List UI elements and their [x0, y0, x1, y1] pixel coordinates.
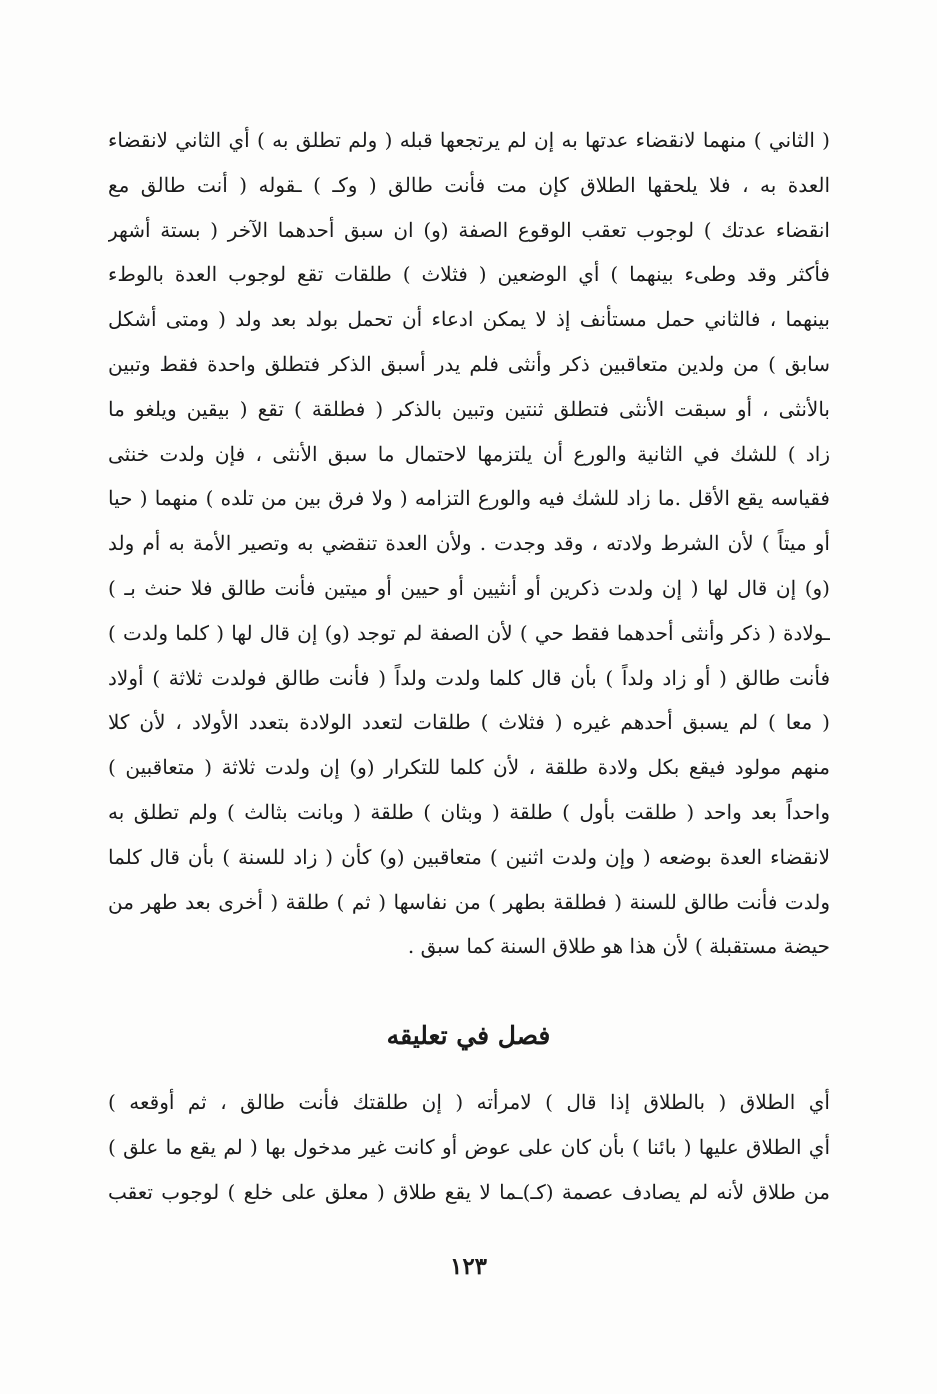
text-line: زاد ) للشك في الثانية والورع أن يلتزمها لاحتمال ما سبق الأنثى ، فإن ولدت خنثى: [108, 441, 830, 466]
text-line: من طلاق لأنه لم يصادف عصمة (كـ)ـما لا يقع طلاق ( معلق على خلع ) لوجوب تعقب: [108, 1179, 830, 1204]
text-line: بالأنثى ، أو سبقت الأنثى فتطلق ثنتين وتبين بالذكر ( فطلقة ) تقع ( بيقين ويلغو ما: [108, 396, 830, 421]
text-line: فقياسه يقع الأقل .ما زاد للشك فيه والورع التزامه ( ولا فرق بين من تلده ) منهما ( حيا: [108, 486, 830, 511]
text-line: انقضاء عدتك ) لوجوب تعقب الوقوع الصفة (و) ان سبق أحدهما الآخر ( بستة أشهر: [108, 217, 830, 242]
text-line: أي الطلاق عليها ( بائنا ) بأن كان على عوض أو كانت غير مدخول بها ( لم يقع ما علق ): [108, 1134, 830, 1159]
text-line: ( معا ) لم يسبق أحدهم غيره ( فثلاث ) طلقات لتعدد الولادة بتعدد الأولاد ، لأن كلا: [108, 710, 830, 735]
page-number: ١٢٣: [449, 1253, 488, 1280]
text-line: واحداً بعد واحد ( طلقت بأول ) طلقة ( وبثان ) طلقة ( وبانت بثالث ) ولم تطلق به: [108, 799, 830, 824]
text-line: منهم مولود فيقع بكل ولادة طلقة ، لأن كلما للتكرار (و) إن ولدت ثلاثة ( متعاقبين ): [108, 755, 830, 780]
section-heading: فصل في تعليقه: [386, 1021, 551, 1050]
body-paragraph-2: [108, 1080, 830, 1214]
text-line: ولدت فأنت طالق للسنة ( فطلقة بطهر ) من نفاسها ( ثم ) طلقة ( أخرى بعد طهر من: [108, 889, 830, 914]
text-line: ( الثاني ) منهما لانقضاء عدتها به إن لم يرتجعها قبله ( ولم تطلق به ) أي الثاني لانقضاء: [108, 128, 830, 152]
text-line: بينهما ، فالثاني حمل مستأنف إذ لا يمكن ادعاء أن تحمل بولد بعد ولد ( ومتى أشكل: [108, 307, 830, 332]
text-line: لانقضاء العدة بوضعه ( وإن ولدت اثنين ) متعاقبين (و) كأن ( زاد للسنة ) بأن قال كلما: [108, 844, 830, 869]
text-line: أو ميتاً ) لأن الشرط ولادته ، وقد وجدت . ولأن العدة تنقضي به وتصير الأمة به أم ولد: [108, 531, 830, 556]
text-line: العدة به ، فلا يلحقها الطلاق كإن مت فأنت طالق ( وكـ ) ـقوله ( أنت طالق مع: [108, 172, 830, 197]
text-line: سابق ) من ولدين متعاقبين ذكر وأنثى فلم يدر أسبق الذكر فتطلق واحدة فقط وتبين: [108, 351, 830, 376]
text-line: أي الطلاق ( بالطلاق إذا قال ) لامرأته ( إن طلقتك فأنت طالق ، ثم أوقعه ): [108, 1090, 830, 1114]
text-line: حيضة مستقبلة ) لأن هذا هو طلاق السنة كما سبق .: [407, 934, 830, 959]
body-paragraph-1: [108, 118, 830, 969]
text-line: ـولادة ( ذكر وأنثى أحدهما فقط حي ) لأن الصفة لم توجد (و) إن قال لها ( كلما ولدت ): [108, 620, 830, 645]
text-line: فأكثر وقد وطىء بينهما ) أي الوضعين ( فثلاث ) طلقات تقع لوجوب العدة بالوطء: [108, 262, 830, 287]
text-line: فأنت طالق ( أو زاد ولداً ) بأن قال كلما ولدت ولداً ( فأنت طالق فولدت ثلاثة ) أولاد: [108, 665, 830, 690]
text-line: (و) إن قال لها ( إن ولدت ذكرين أو أنثيين أو حيين أو ميتين فأنت طالق فلا حنث بـ ): [108, 575, 830, 600]
